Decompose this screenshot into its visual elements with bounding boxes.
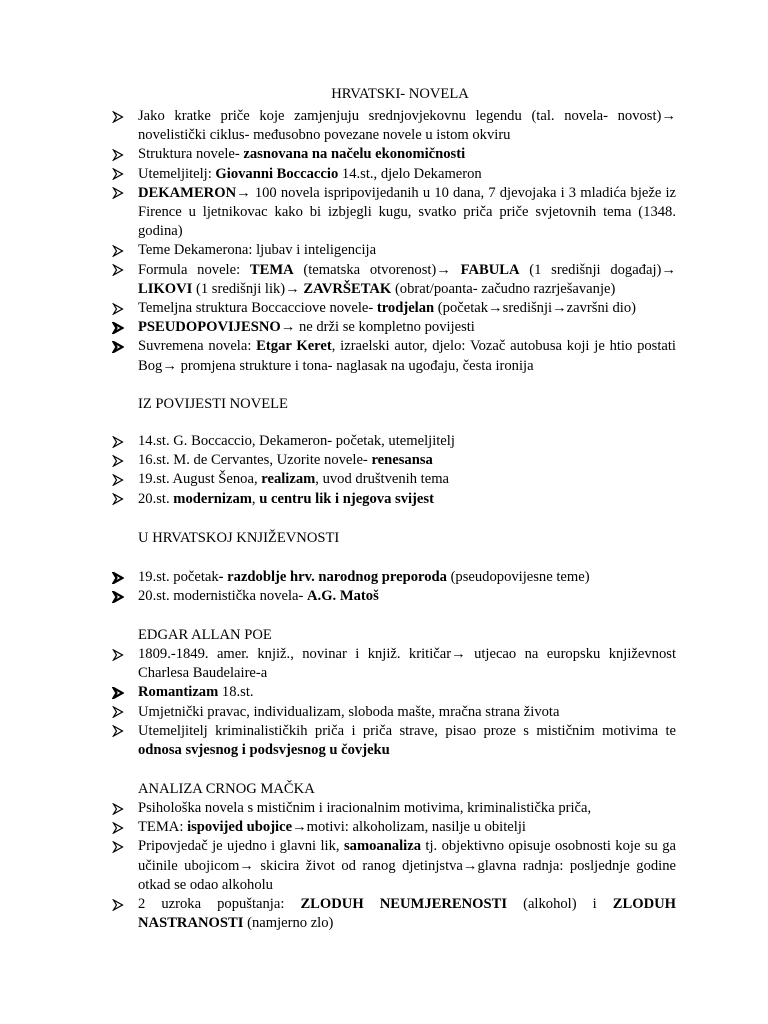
arrow-bullet-icon <box>112 683 126 702</box>
arrow-bullet-icon <box>112 165 126 184</box>
list-item-text: 16.st. M. de Cervantes, Uzorite novele- renesansa <box>138 452 433 469</box>
novela-list <box>110 107 676 376</box>
list-item <box>110 683 676 702</box>
arrow-bullet-icon <box>112 587 126 606</box>
list-item <box>110 645 676 683</box>
arrow-bullet-icon <box>112 722 126 741</box>
list-item <box>110 587 676 606</box>
arrow-bullet-icon <box>112 107 126 126</box>
list-item-text: Utemeljitelj: Giovanni Boccaccio 14.st., djelo Dekameron <box>138 165 482 182</box>
list-item <box>110 470 676 489</box>
arrow-bullet-icon <box>112 470 126 489</box>
list-item-text: 20.st. modernistička novela- A.G. Matoš <box>138 588 379 605</box>
page-title: HRVATSKI- NOVELA <box>331 86 469 102</box>
list-item-text: 2 uzroka popuštanja: ZLODUH NEUMJERENOSTI (alkohol) i ZLODUH NASTRANOSTI (namjerno zlo) <box>138 896 676 932</box>
list-item-text: 20.st. modernizam, u centru lik i njegova svijest <box>138 490 434 507</box>
arrow-bullet-icon <box>112 145 126 164</box>
list-item-text: 14.st. G. Boccaccio, Dekameron- početak, utemeljitelj <box>138 433 455 449</box>
list-item <box>110 165 676 184</box>
arrow-bullet-icon <box>112 318 126 337</box>
history-list <box>110 432 676 509</box>
list-item-text: Pripovjedač je ujedno i glavni lik, samoanaliza tj. objektivno opisuje osobnosti koje su ga učinile ubojicom→ skicira život od ranog djetinjstva→glavna radnja: posljednje godine otkad se odao alkoholu <box>138 838 676 893</box>
list-item <box>110 184 676 242</box>
list-item <box>110 703 676 722</box>
list-item <box>110 145 676 164</box>
list-item-text: Formula novele: TEMA (tematska otvorenost)→ FABULA (1 središnji događaj)→ LIKOVI (1 središnji lik)→ ZAVRŠETAK (obrat/poanta- začudno razrješavanje) <box>138 261 676 297</box>
list-item-text: Teme Dekamerona: ljubav i inteligencija <box>138 242 377 259</box>
arrow-bullet-icon <box>112 432 126 451</box>
list-item-text: Romantizam 18.st. <box>138 684 254 701</box>
list-item-text: Temeljna struktura Boccacciove novele- trodjelan (početak→središnji→završni dio) <box>138 300 636 317</box>
black-cat-list <box>110 799 676 933</box>
list-item-text: Jako kratke priče koje zamjenjuju srednjovjekovnu legendu (tal. novela- novost)→ novelistički ciklus- međusobno povezane novele u istom okviru <box>138 108 676 144</box>
arrow-bullet-icon <box>112 261 126 280</box>
arrow-bullet-icon <box>112 799 126 818</box>
section-heading-black-cat: ANALIZA CRNOG MAČKA <box>138 781 315 797</box>
list-item-text: Psihološka novela s mističnim i iracionalnim motivima, kriminalistička priča, <box>138 800 592 816</box>
arrow-bullet-icon <box>112 451 126 470</box>
poe-list <box>110 645 676 760</box>
list-item <box>110 261 676 299</box>
section-heading-poe: EDGAR ALLAN POE <box>138 627 272 643</box>
list-item <box>110 241 676 260</box>
arrow-bullet-icon <box>112 184 126 203</box>
section-heading-croatian: U HRVATSKOJ KNJIŽEVNOSTI <box>138 530 340 546</box>
arrow-bullet-icon <box>112 837 126 856</box>
list-item <box>110 837 676 895</box>
list-item <box>110 451 676 470</box>
list-item <box>110 568 676 587</box>
list-item-text: Utemeljitelj kriminalističkih priča i priča strave, pisao proze s mističnim motivima te odnosa svjesnog i podsvjesnog u čovjeku <box>138 722 676 759</box>
list-item <box>110 818 676 837</box>
arrow-bullet-icon <box>112 241 126 260</box>
list-item-text: Struktura novele- zasnovana na načelu ekonomičnosti <box>138 146 466 163</box>
arrow-bullet-icon <box>112 337 126 356</box>
list-item <box>110 107 676 145</box>
list-item <box>110 490 676 509</box>
list-item-text: Umjetnički pravac, individualizam, sloboda mašte, mračna strana života <box>138 703 560 720</box>
list-item <box>110 299 676 318</box>
arrow-bullet-icon <box>112 490 126 509</box>
list-item-text: 19.st. August Šenoa, realizam, uvod društvenih tema <box>138 471 450 488</box>
list-item <box>110 337 676 375</box>
section-heading-history: IZ POVIJESTI NOVELE <box>138 396 288 412</box>
arrow-bullet-icon <box>112 299 126 318</box>
arrow-bullet-icon <box>112 568 126 587</box>
arrow-bullet-icon <box>112 703 126 722</box>
croatian-list <box>110 568 676 606</box>
arrow-bullet-icon <box>112 818 126 837</box>
list-item <box>110 432 676 451</box>
list-item-text: 1809.-1849. amer. knjiž., novinar i knjiž. kritičar→ utjecao na europsku književnost Charlesa Baudelaire-a <box>138 646 676 682</box>
list-item <box>110 799 676 818</box>
list-item <box>110 895 676 933</box>
list-item <box>110 722 676 760</box>
list-item-text: 19.st. početak- razdoblje hrv. narodnog preporoda (pseudopovijesne teme) <box>138 569 590 585</box>
list-item-text: TEMA: ispovijed ubojice→motivi: alkoholizam, nasilje u obitelji <box>138 819 526 836</box>
list-item-text: PSEUDOPOVIJESNO→ ne drži se kompletno povijesti <box>138 319 475 336</box>
list-item-text: DEKAMERON→ 100 novela ispripovijedanih u 10 dana, 7 djevojaka i 3 mladića bježe iz Firence u ljetnikovac kako bi izbjegli kugu, svatko priča priče svjetovnih tema (1348. godina) <box>138 184 676 240</box>
list-item-text: Suvremena novela: Etgar Keret, izraelski autor, djelo: Vozač autobusa koji je htio postati Bog→ promjena strukture i tona- naglasak na ugođaju, česta ironija <box>138 338 676 374</box>
arrow-bullet-icon <box>112 645 126 664</box>
arrow-bullet-icon <box>112 895 126 914</box>
list-item <box>110 318 676 337</box>
